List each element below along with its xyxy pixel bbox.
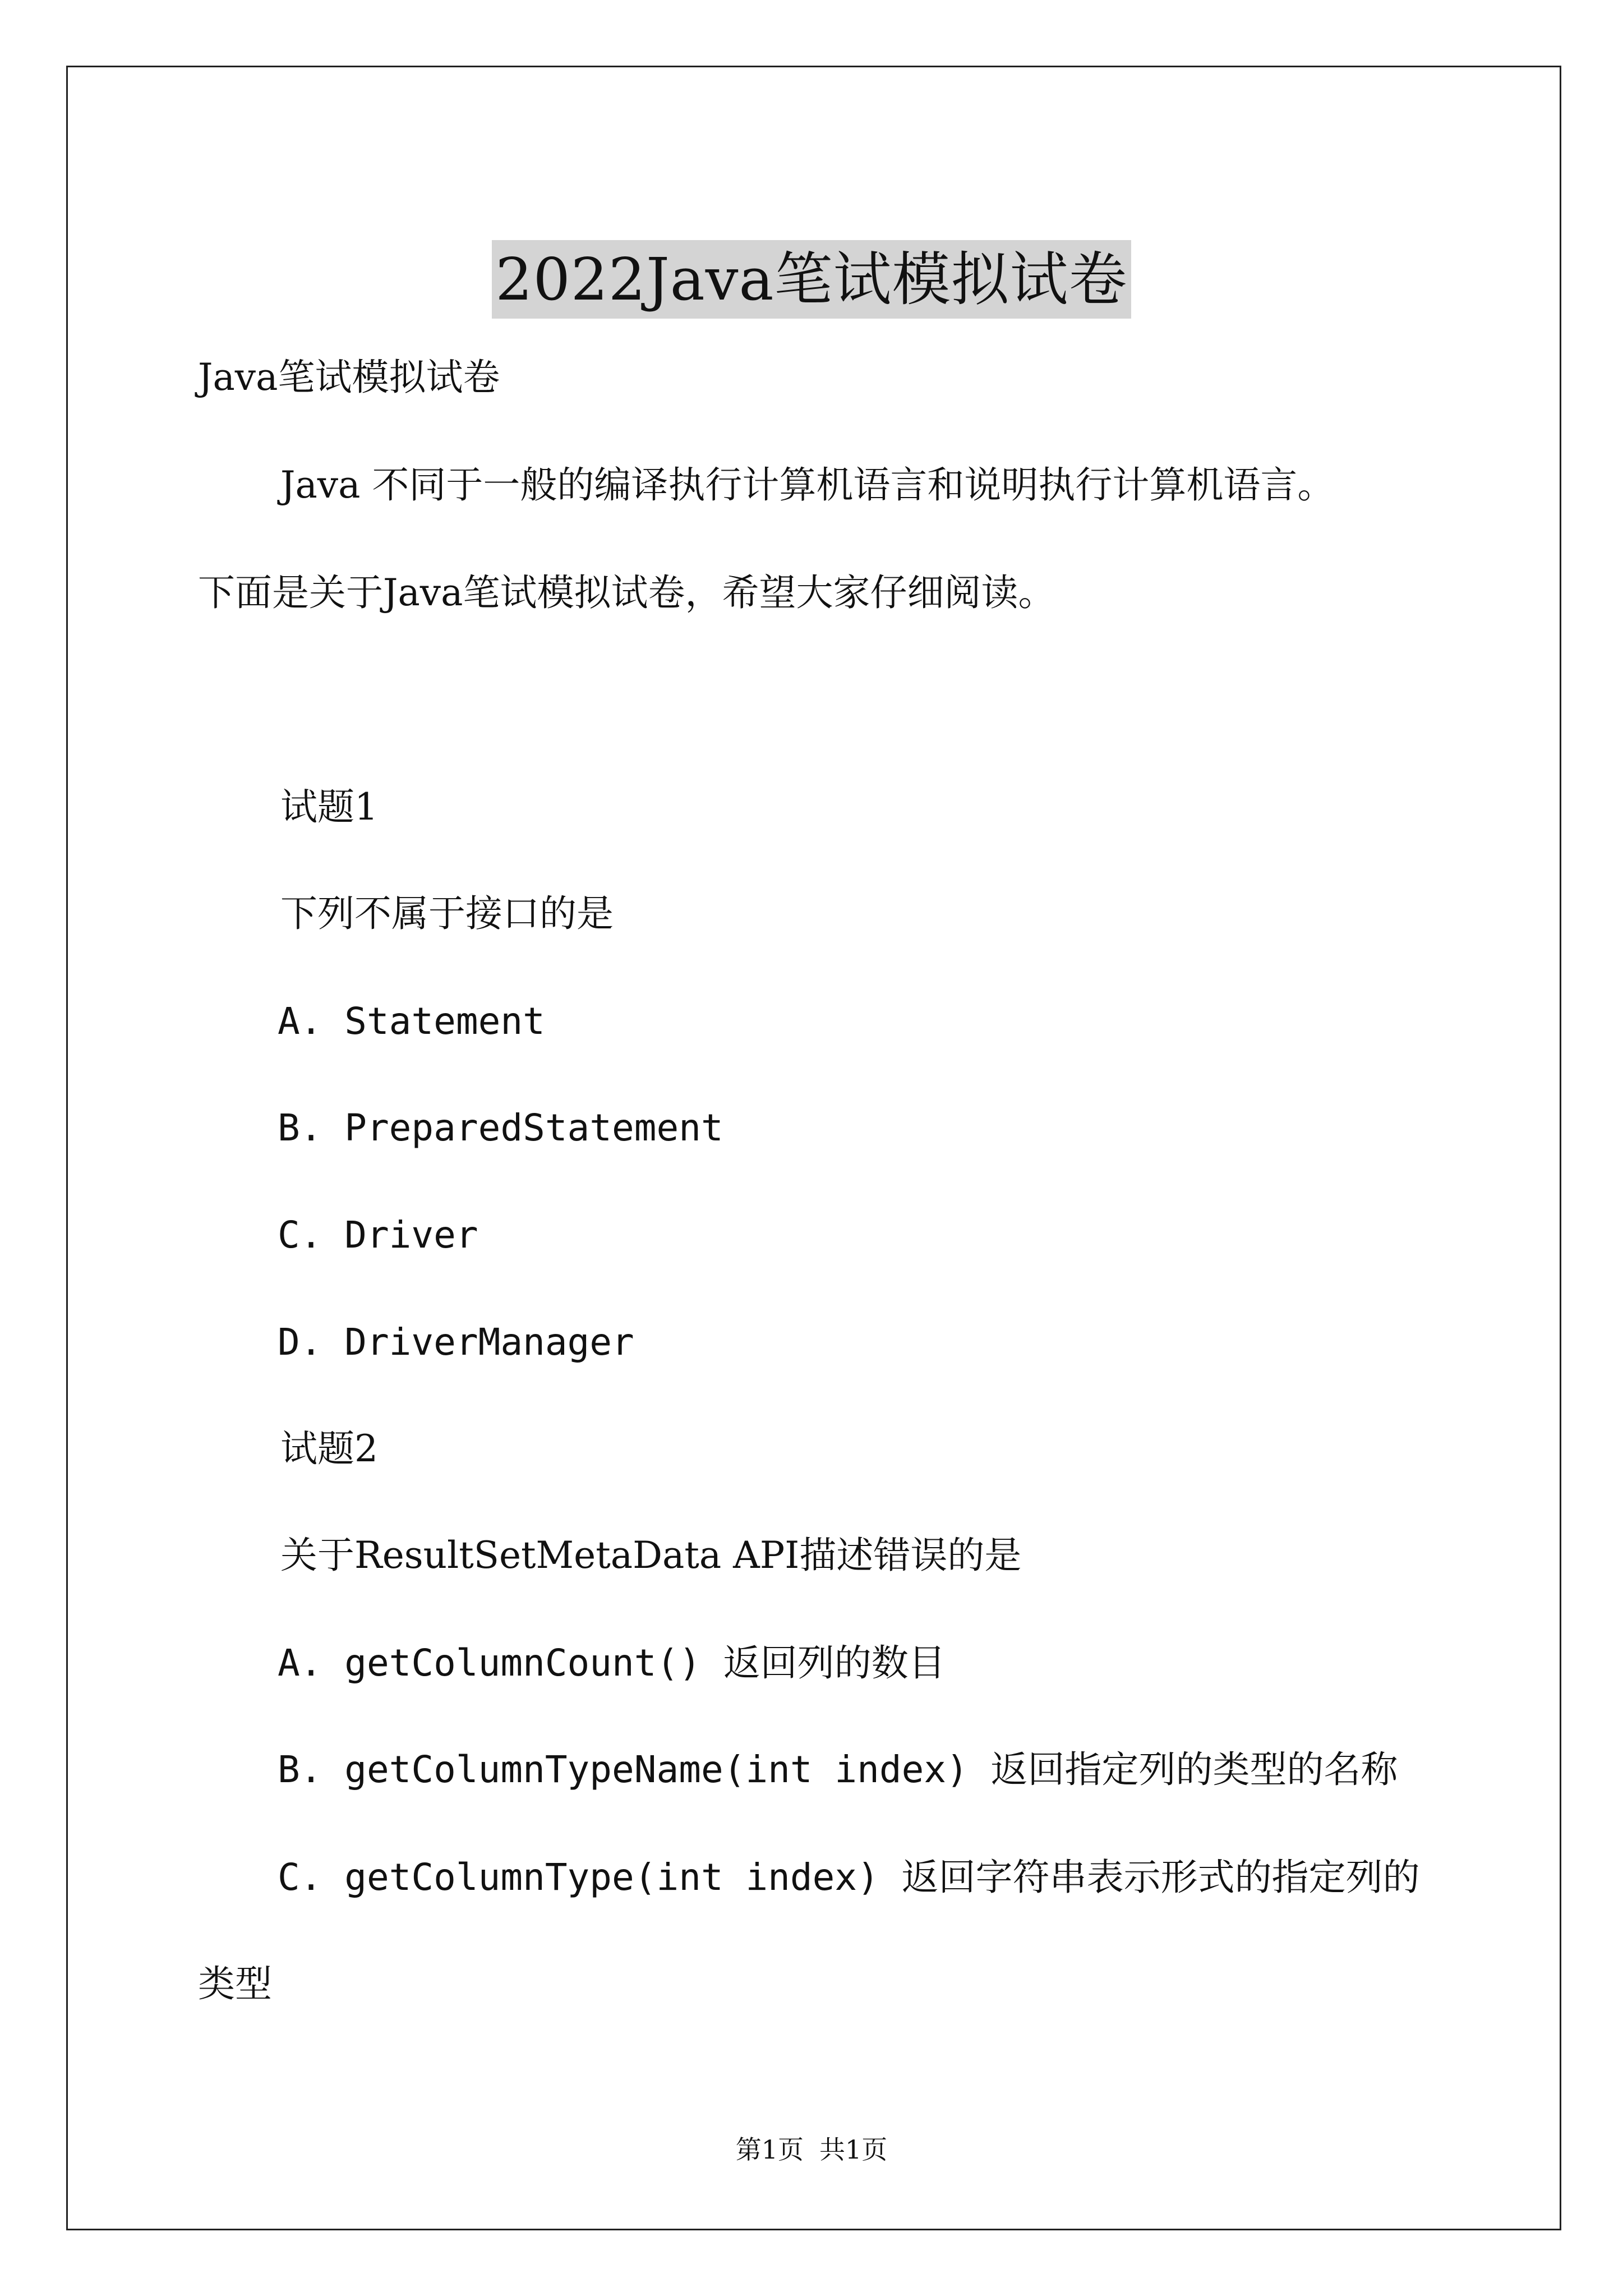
question-2-heading: 试题2 bbox=[280, 1427, 378, 1470]
question-1-heading: 试题1 bbox=[280, 785, 378, 829]
intro-paragraph-line-2: 下面是关于Java笔试模拟试卷，希望大家仔细阅读。 bbox=[198, 571, 1055, 614]
document-subtitle: Java笔试模拟试卷 bbox=[198, 356, 500, 399]
question-2-option-a: A. getColumnCount() 返回列的数目 bbox=[278, 1641, 946, 1685]
document-title: 2022Java笔试模拟试卷 bbox=[492, 240, 1131, 319]
question-1-option-c: C. Driver bbox=[278, 1213, 478, 1257]
question-2-option-c: C. getColumnType(int index) 返回字符串表示形式的指定列的 bbox=[278, 1856, 1420, 1899]
question-1-option-a: A. Statement bbox=[278, 1000, 545, 1043]
question-1-option-d: D. DriverManager bbox=[278, 1320, 634, 1364]
question-1-option-b: B. PreparedStatement bbox=[278, 1106, 723, 1149]
page-footer bbox=[0, 2133, 1623, 2166]
page-number-current: 第1页 bbox=[735, 2134, 804, 2165]
title-container bbox=[0, 201, 1623, 357]
question-2-option-c-continuation: 类型 bbox=[198, 1962, 272, 2005]
question-2-option-b: B. getColumnTypeName(int index) 返回指定列的类型的名称 bbox=[278, 1748, 1398, 1791]
intro-paragraph-line-1: Java 不同于一般的编译执行计算机语言和说明执行计算机语言。 bbox=[280, 463, 1335, 507]
question-2-prompt: 关于ResultSetMetaData API描述错误的是 bbox=[280, 1534, 1022, 1577]
question-1-prompt: 下列不属于接口的是 bbox=[280, 892, 614, 935]
page-number-total: 共1页 bbox=[819, 2134, 888, 2165]
